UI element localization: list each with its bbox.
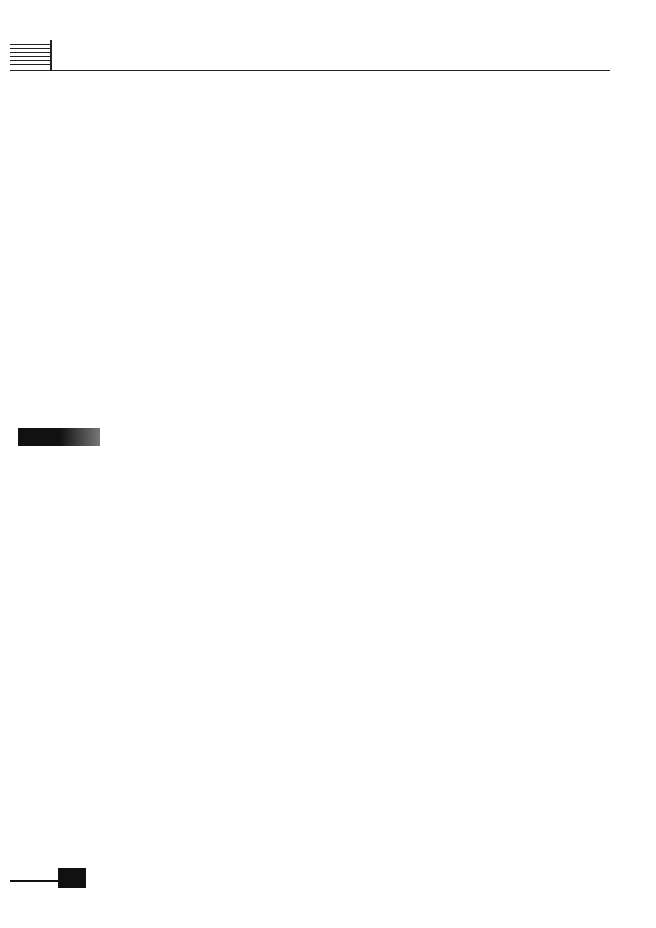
section-marker-gradient: [60, 428, 100, 446]
header-rule: [10, 70, 610, 71]
header-divider: [50, 40, 52, 70]
page-rule: [10, 880, 58, 882]
header-rule-line: [10, 52, 50, 57]
header-rule-line: [10, 60, 50, 65]
header-rule-line: [10, 44, 50, 49]
page-number-box: [58, 868, 86, 888]
